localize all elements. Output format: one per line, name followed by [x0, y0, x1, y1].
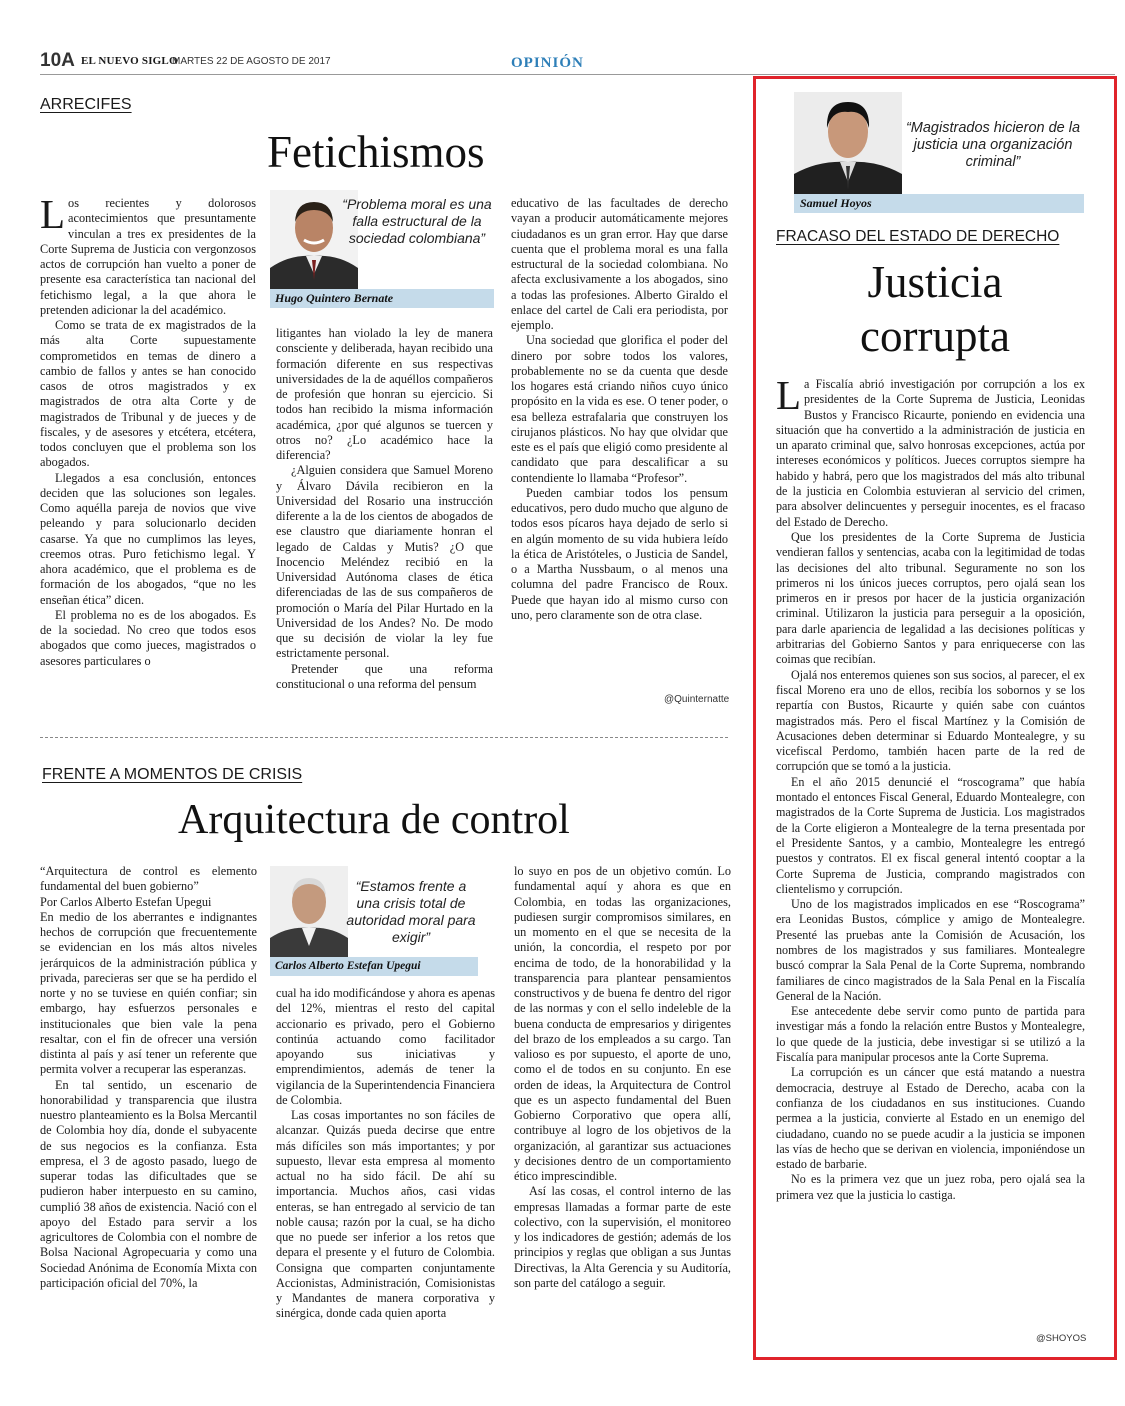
paragraph: No es la primera vez que un juez roba, pero ojalá sea la primera vez que la justicia lo castiga.	[776, 1172, 1085, 1202]
paragraph: En el año 2015 denuncié el “roscograma” que había montado el entonces Fiscal General, Eduardo Montealegre, con magistrados de la Corte Suprema de Justicia. Los magistrados de la Corte eligieron a Montealegre de la terna presentada por el Presidente Santos, y a cambio, Montealegre les entregó puestos y contratos. El ex fiscal general intentó cooptar a la Corte Suprema de Justicia, comprando magistrados con clientelismo y corrupción.	[776, 774, 1085, 896]
paragraph: lo suyo en pos de un objetivo común. Lo fundamental aquí y ahora es que en Colombia, en todas las organizaciones, pudiesen surgir compromisos similares, en un momento en el que se necesita de la unión, la concordia, el respeto por por encima de todo, de la honorabilidad y la transparencia para plantear pensamientos constructivos y de buena fe dentro del rigor de las normas y con el sello indeleble de la buena conducta de empresarios y dirigentes del brazo de los empleados a su cargo. Tan valioso es por supuesto, el aporte de uno, como el de todos en su conjunto. En ese orden de ideas, la Arquitectura de Control que es un aspecto fundamental del Buen Gobierno Corporativo que opera allí, contribuye al logro de los objetivos de la organización, al garantizar sus actuaciones y decisiones dentro de un comportamiento ético imprescindible.	[514, 864, 731, 1183]
article1-pull-quote: “Problema moral es una falla estructural de la sociedad colombiana”	[342, 196, 492, 246]
article1-column-1	[40, 196, 256, 710]
paragraph: ¿Alguien considera que Samuel Moreno y Álvaro Dávila recibieron en la Universidad del Rosario una instrucción diferente a la de los cientos de abogados de ese claustro que diariamente honran el legado de Caldas y Mutis? ¿O que Inocencio Meléndez recibió en la Universidad Autónoma clases de ética diferenciadas de las de sus compañeros de promoción o María del Pilar Hurtado en la Universidad de los Andes? No. De modo que su decisión de violar la ley fue estrictamente personal.	[276, 463, 493, 661]
article3-author-name: Samuel Hoyos	[794, 194, 1084, 213]
paragraph: Que los presidentes de la Corte Suprema de Justicia vendieran fallos y sentencias, acaba con la legitimidad de todas las decisiones del alto tribunal. Seguramente no son los primeros ni los únicos jueces corruptos, pero ojalá sean los primeros en ir presos por hacer de la justicia organización criminal. Utilizaron la justicia para perseguir a la oposición, para darle apariencia de legalidad a las decisiones políticas y arbitrarias del Gobierno Santos y para enriquecerse con las coimas que recibían.	[776, 529, 1085, 667]
newspaper-name: EL NUEVO SIGLO	[81, 55, 178, 67]
article2-title: Arquitectura de control	[178, 797, 570, 843]
issue-date: MARTES 22 DE AGOSTO DE 2017	[172, 56, 331, 67]
paragraph: El problema no es de los abogados. Es de la sociedad. No creo que todos esos abogados que como jueces, magistrados o asesores particulares o	[40, 607, 256, 668]
article1-title: Fetichismos	[267, 127, 485, 177]
paragraph: Ese antecedente debe servir como punto de partida para investigar más a fondo la relación entre Bustos y Montealegre, lo que quede de la justicia, debe investigar si se utilizó a la Fiscalía para manipular procesos ante la Corte Suprema.	[776, 1004, 1085, 1065]
article2-author-name: Carlos Alberto Estefan Upegui	[270, 957, 478, 976]
author-portrait-icon	[794, 92, 902, 194]
article1-author-name: Hugo Quintero Bernate	[270, 289, 494, 308]
article3-pull-quote: “Magistrados hicieron de la justicia una organización criminal”	[905, 120, 1081, 170]
article2-pull-quote: “Estamos frente a una crisis total de autoridad moral para exigir”	[346, 878, 476, 945]
paragraph: Como se trata de ex magistrados de la más alta Corte supuestamente comprometidos en temas de dinero a cambio de fallos y antes se han conocido casos de otros magistrados y ex magistrados de otra alta Corte y de magistrados de Tribunal y de jueces y de fiscales, y de asesores y etcétera, etcétera, todos concluyen que el problema son los abogados.	[40, 318, 256, 470]
article3-title-line-1: Justicia	[867, 257, 1003, 307]
article2-quote-box	[270, 866, 478, 978]
article3-quote-box	[794, 92, 1086, 214]
paragraph: Así las cosas, el control interno de las empresas llamadas a formar parte de este colectivo, con la supervisión, el monitoreo y los indicadores de gestión; además de los principios y reglas que obligan a sus Juntas Directivas, la Alta Gerencia y su Auditoría, son parte del catálogo a seguir.	[514, 1184, 731, 1290]
paragraph: a Fiscalía abrió investigación por corrupción a los ex presidentes de la Corte Suprema de Justicia, Leonidas Bustos y Francisco Ricaurte, poniendo en evidencia una situación que ha convertido a la administración de justicia en un aparato criminal que, salvo honrosas excepciones, actúa por intereses económicos y políticos. Jueces corruptos siempre ha habido y habrá, pero que los magistrados del más alto tribunal de la justicia en Colombia estuvieran al servicio del crimen, para absolver delincuentes y perseguir inocentes, es el fracaso del Estado de Derecho.	[776, 377, 1085, 529]
paragraph: En tal sentido, un escenario de honorabilidad y transparencia que ilustra nuestro planteamiento es la Bolsa Mercantil de Colombia hoy día, donde el subyacente de sus negocios es la confianza. Esta empresa, el 3 de agosto pasado, luego de superar todas las dificultades que se pudieron haber interpuesto en su camino, cumplió 38 años de existencia. Nació con el apoyo del Estado para servir a los agricultores de Colombia con el nombre de Bolsa Nacional Agropecuaria y como una Sociedad Anónima de Economía Mixta con participación oficial del 70%, la	[40, 1077, 257, 1290]
article2-kicker: FRENTE A MOMENTOS DE CRISIS	[42, 766, 303, 783]
dropcap: L	[40, 196, 66, 237]
article2-column-1	[40, 864, 257, 1354]
paragraph: litigantes han violado la ley de manera consciente y deliberada, hayan recibido una formación diferente en sus respectivas universidades de la de aquéllos compañeros de profesión que honran su ejercicio. Si todos han recibido la misma información académica, ¿por qué algunos se tuercen y otros no? ¿Lo académico hace la diferencia?	[276, 326, 493, 462]
paragraph: educativo de las facultades de derecho vayan a producir automáticamente mejores ciudadanos es un gran error. Hay que darse cuenta que el problema moral es una falla estructural de la sociedad colombiana. No afecta exclusivamente a los abogados, sino a todas las profesiones. Alberto Giraldo el enlace del cartel de Cali era periodista, por ejemplo.	[511, 196, 728, 332]
paragraph: La corrupción es un cáncer que está matando a nuestra democracia, destruye al Estado de Derecho, acaba con la confianza de los ciudadanos en sus instituciones. Cuando permea a la justicia, convierte al Estado en un enemigo del ciudadano, cuando no se puede acudir a la justicia se imponen las vías de hecho que se derivan en violencia, imponiéndose un estado de barbarie.	[776, 1065, 1085, 1172]
article1-column-3	[511, 196, 728, 690]
article3-body	[776, 377, 1085, 1331]
article1-column-2	[276, 326, 493, 710]
page-number: 10A	[40, 50, 75, 71]
article1-twitter-handle: @Quinternatte	[664, 694, 730, 705]
header-rule	[40, 74, 1115, 75]
author-portrait-icon	[270, 866, 348, 958]
article3-title-line-2: corrupta	[860, 311, 1010, 361]
article1-quote-box	[270, 190, 494, 310]
paragraph: Pueden cambiar todos los pensum educativos, pero dudo mucho que alguno de todos esos pícaros haya dejado de serlo si en algún momento de su vida hubiera leído la ética de Aristóteles, o Justicia de Sandel, o a Martha Nussbaum, o al menos una columna del padre Francisco de Roux. Puede que hayan ido al mismo curso con uno, pero claramente son de otra clase.	[511, 485, 728, 622]
article1-kicker: ARRECIFES	[40, 96, 132, 113]
article3-twitter-handle: @SHOYOS	[1036, 1333, 1087, 1344]
article3-kicker: FRACASO DEL ESTADO DE DERECHO	[776, 228, 1060, 245]
paragraph: Llegados a esa conclusión, entonces deciden que las soluciones son legales. Como aquélla pareja de novios que vive peleando y para solucionarlo deciden casarse. Ya que no cumplimos las leyes, creemos otras. Puro fetichismo legal. Y ahora académico, que el problema es de formación de los abogados, “que no les enseñan ética” dicen.	[40, 470, 256, 607]
dropcap: L	[776, 377, 802, 418]
article2-column-3	[514, 864, 731, 1354]
paragraph: Pretender que una reforma constitucional o una reforma del pensum	[276, 661, 493, 691]
paragraph: Las cosas importantes no son fáciles de alcanzar. Quizás pueda decirse que entre más difíciles son más importantes; y por supuesto, llevar esta empresa al momento actual no ha sido fácil. De ahí su importancia. Muchos años, casi vidas enteras, se han entregado al servicio de tan noble causa; razón por la cual, se ha dicho que no puede ser inferior a los retos que depara el presente y el futuro de Colombia. Consigna que comparten conjuntamente Accionistas, Administración, Comisionistas y Mandantes de manera corporativa y sinérgica, donde cada quien aporta	[276, 1108, 495, 1321]
paragraph: Ojalá nos enteremos quienes son sus socios, al parecer, el ex fiscal Moreno era uno de ellos, recibía los sobornos y se los repartía con Bustos, Ricaurte y quién sabe con cuántos magistrados más. Pero el fiscal Martínez y la Comisión de Acusaciones deben determinar si Eduardo Montealegre, y su vicefiscal Perdomo, también hacen parte de la red de corrupción que se tomó a la justicia.	[776, 667, 1085, 774]
section-divider	[40, 737, 728, 738]
article2-column-2	[276, 986, 495, 1354]
byline: Por Carlos Alberto Estefan Upegui	[40, 894, 212, 909]
paragraph: Una sociedad que glorifica el poder del dinero por sobre todos los valores, probablemente no se da cuenta que desde los hogares está criando niños cuyo único propósito en la vida es ese. O tener poder, o esa belleza estrafalaria que construyen los cirujanos plásticos. No hay que olvidar que este es el país que eligió como presidente al candidato que para descalificar a su contendiente lo llamaba “Profesor”.	[511, 333, 728, 485]
paragraph: cual ha ido modificándose y ahora es apenas del 12%, mientras el resto del capital accionario es privado, pero el Gobierno continúa actuando como facilitador apoyando sus iniciativas y emprendimientos, además de tener la vigilancia de la Superintendencia Financiera de Colombia.	[276, 986, 495, 1107]
paragraph: os recientes y dolorosos acontecimientos que presuntamente vinculan a tres ex presidentes de la Corte Suprema de Justicia con vergonzosos actos de corrupción han vuelto a poner de presente esa característica tan nacional del fetichismo legal, a la que ahora le pretenden adicionar la del académico.	[40, 196, 256, 317]
section-title: OPINIÓN	[511, 55, 584, 71]
paragraph: En medio de los aberrantes e indignantes hechos de corrupción que frecuentemente se evidencian en los más altos niveles jerárquicos de la administración pública y privada, parecieras ser que se ha perdido el norte y no se tuviese en quién confiar; sin embargo, hay esfuerzos personales e institucionales que bien vale la pena resaltar, con el fin de ofrecer una versión distinta al país y así tener un referente que permita volver a recuperar las esperanzas.	[40, 909, 257, 1077]
lead-quote: “Arquitectura de control es elemento fundamental del buen gobierno”	[40, 864, 257, 894]
paragraph: Uno de los magistrados implicados en ese “Roscograma” era Leonidas Bustos, cómplice y amigo de Montealegre. Presenté las pruebas ante la Comisión de Acusación, los nombres de los magistrados y sus familiares. Montealegre buscó comprar la Sala Penal de la Corte Suprema, nombrando familiares de cinco magistrados de la Sala Penal en la Fiscalía General de la Nación.	[776, 897, 1085, 1003]
